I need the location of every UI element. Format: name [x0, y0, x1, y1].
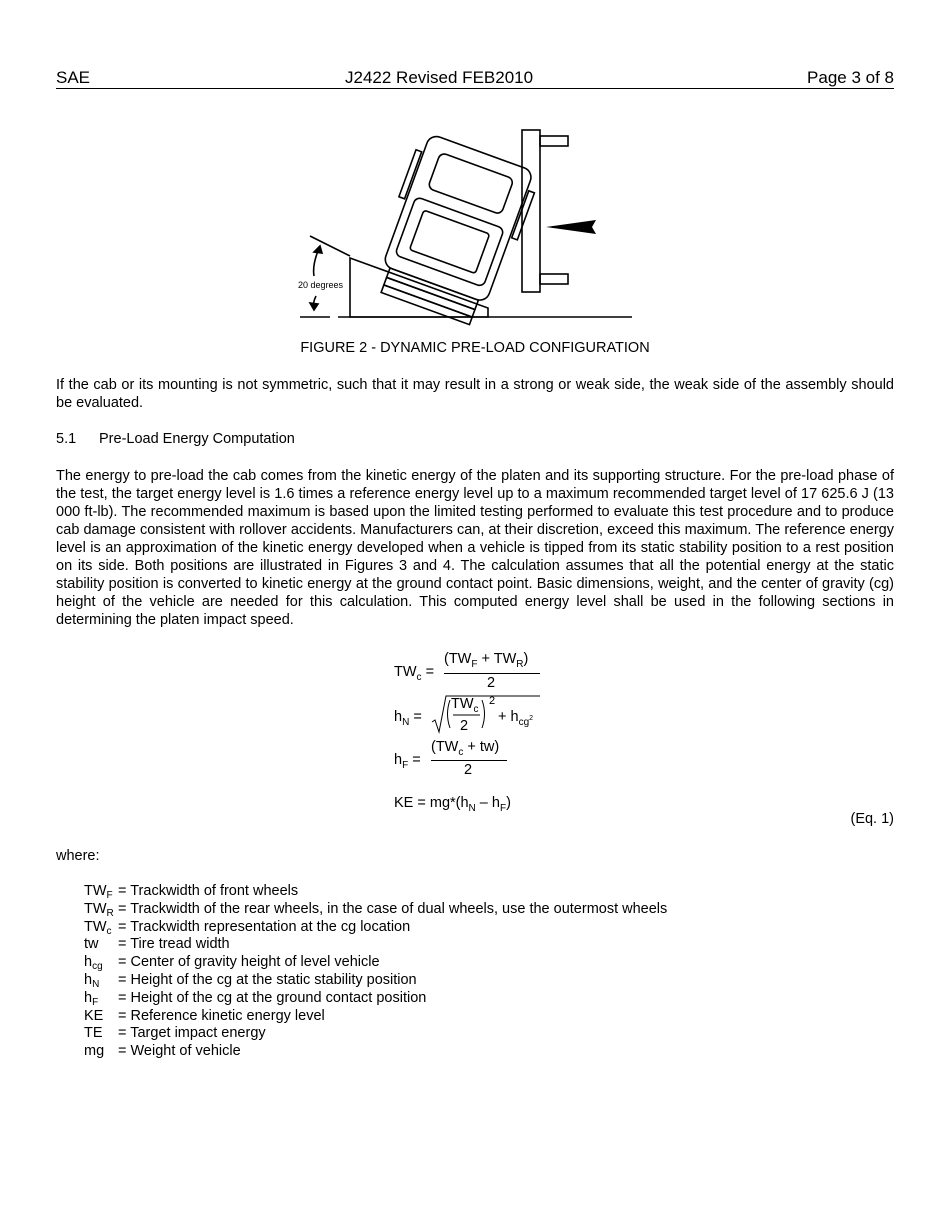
definition-text: = Height of the cg at the static stability position	[118, 971, 417, 988]
definition-text: = Reference kinetic energy level	[118, 1007, 325, 1024]
figure-2-drawing	[290, 126, 650, 326]
eq-hn-lhs: $h_N$ =	[394, 709, 422, 728]
figure-caption: FIGURE 2 - DYNAMIC PRE-LOAD CONFIGURATION	[300, 340, 650, 356]
definition-symbol: $h_F$	[84, 989, 99, 1008]
section-number: 5.1	[56, 431, 77, 447]
definition-text: = Weight of vehicle	[118, 1043, 241, 1060]
definition-symbol: tw	[84, 936, 99, 953]
eq-hn-denominator: 2	[460, 718, 469, 734]
eq-twc-lhs: $TW_c$ =	[394, 664, 435, 683]
eq-hn-numerator: $TW_c$	[451, 696, 479, 715]
eq-twc-denominator: 2	[487, 675, 496, 691]
definition-row	[84, 990, 667, 1008]
ramp-wedge	[350, 258, 488, 317]
force-arrow-head	[546, 220, 596, 234]
platen-bracket-top	[540, 136, 568, 146]
eq-hn-hcg: + $h_{cg}2$	[498, 709, 534, 728]
definition-symbol: TE	[84, 1025, 103, 1042]
definition-symbol: KE	[84, 1007, 104, 1024]
definition-row	[84, 1025, 667, 1043]
definition-text: = Target impact energy	[118, 1025, 266, 1042]
section-heading	[56, 431, 295, 447]
definition-symbol: $TW_R$	[84, 900, 114, 919]
definition-symbol: $h_N$	[84, 971, 100, 990]
symbol-definitions	[84, 883, 667, 1061]
header-org: SAE	[56, 68, 91, 87]
platen-bracket-bottom	[540, 274, 568, 284]
eq-hf-lhs: $h_F$ =	[394, 752, 421, 771]
definition-text: = Center of gravity height of level vehicle	[118, 954, 380, 971]
definition-symbol: $TW_F$	[84, 883, 113, 901]
definition-row	[84, 972, 667, 990]
equation-number: (Eq. 1)	[850, 811, 894, 827]
definition-row	[84, 936, 667, 954]
platen	[522, 130, 540, 292]
header-page-number: Page 3 of 8	[807, 68, 894, 87]
definition-row	[84, 1043, 667, 1061]
definition-row	[84, 1008, 667, 1026]
cab	[366, 131, 541, 326]
definition-text: = Trackwidth of the rear wheels, in the case of dual wheels, use the outermost wheels	[118, 900, 668, 917]
header-document-id: J2422 Revised FEB2010	[345, 68, 534, 87]
angle-label: 20 degrees	[298, 280, 344, 290]
eq-twc-numerator: $(TW_F + TW_R)$	[444, 651, 529, 670]
definition-row	[84, 919, 667, 937]
definition-text: = Trackwidth representation at the cg location	[118, 918, 411, 935]
paragraph-symmetry-note: If the cab or its mounting is not symmetric, such that it may result in a strong or weak side, the weak side of the assembly should be evaluated.	[56, 377, 894, 411]
eq-ke: KE = $mg*(h_N - h_F)$	[394, 795, 511, 814]
definition-symbol: $h_{cg}$	[84, 954, 103, 973]
eq-hf-denominator: 2	[464, 762, 473, 778]
definition-symbol: $TW_c$	[84, 918, 112, 937]
section-title: Pre-Load Energy Computation	[99, 431, 295, 447]
definition-row	[84, 954, 667, 972]
definition-symbol: mg	[84, 1043, 105, 1060]
where-label: where:	[56, 848, 100, 864]
definition-row	[84, 901, 667, 919]
definition-text: = Height of the cg at the ground contact position	[118, 989, 427, 1006]
eq-hf-numerator: $(TW_c + tw)$	[431, 739, 500, 758]
definition-row	[84, 883, 667, 901]
paragraph-energy-computation: The energy to pre-load the cab comes from the kinetic energy of the platen and its supporting structure. For the pre-load phase of the test, the target energy level is 1.6 times a reference energy level up to a maximum recommended target level of 17 625.6 J (13 000 ft-lb). The recommended maximum is based upon the limited testing performed to evaluate this test procedure and to produce cab damage consistent with rollover accidents. Manufacturers can, at their discretion, exceed this maximum. The reference energy level is an approximation of the kinetic energy developed when a vehicle is tipped from its static stability position to a rest position on its side. Both positions are illustrated in Figures 3 and 4. The calculation assumes that all the potential energy at the static stability position is converted to kinetic energy at the ground contact point. Basic dimensions, weight, and the center of gravity (cg) height of the vehicle are needed for this calculation. This computed energy level shall be used in the following sections in determining the platen impact speed.	[56, 468, 894, 628]
page-header	[56, 68, 894, 89]
definition-text: = Trackwidth of front wheels	[118, 883, 299, 899]
definition-text: = Tire tread width	[118, 936, 230, 953]
